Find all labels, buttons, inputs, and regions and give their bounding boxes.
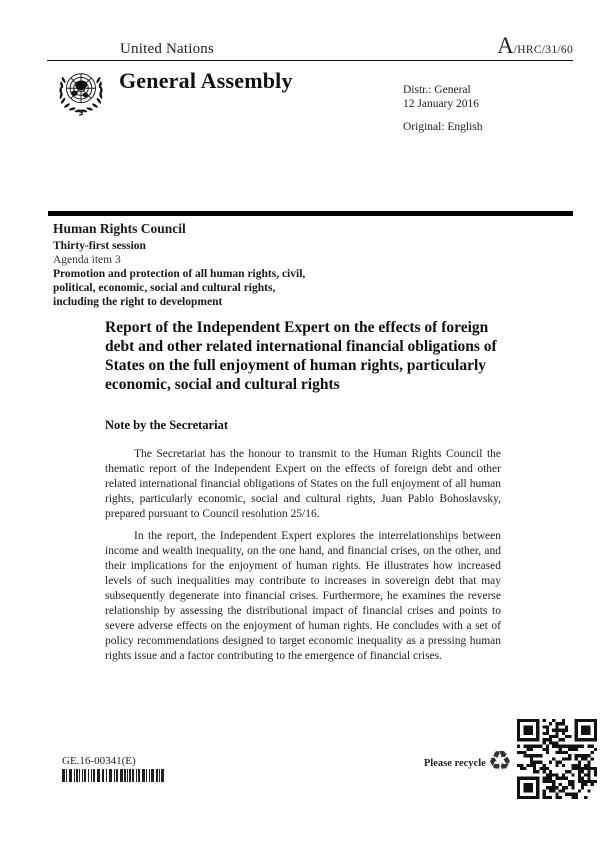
body-paragraph: In the report, the Independent Expert explores the interrelationships between income and wealth inequality, on the one hand, and financial crises, on the other, and their implications for the enjoyment of human rights. He illustrates how increased levels of such inequalities may contribute to increases in sovereign debt that may subsequently degenerate into financial crises. Furthermore, he examines the reverse relationship by assessing the distributional impact of financial crises and points to severe adverse effects on the enjoyment of human rights. He concludes with a set of policy recommendations designed to target economic inequality as a pressing human rights issue and a factor contributing to the emergence of financial crises. (105, 530, 501, 662)
recycle-label: Please recycle (423, 757, 486, 769)
distr-line: Distr.: General (403, 84, 471, 96)
recycle-notice (424, 748, 512, 778)
session-block (53, 222, 373, 309)
masthead-divider (48, 211, 573, 216)
session-number: Thirty-first session (53, 240, 146, 252)
report-title: Report of the Independent Expert on the effects of foreign debt and other related international financial obligations of States on the full enjoyment of human rights, particularly economic, social and cultural rights (105, 319, 497, 393)
header-divider (47, 60, 573, 61)
document-symbol-number: /HRC/31/60 (513, 44, 573, 56)
body-paragraph: The Secretariat has the honour to transmit to the Human Rights Council the thematic report of the Independent Expert on the effects of foreign debt and other related international financial obligations of States on the full enjoyment of all human rights, particularly economic, social and cultural rights, Juan Pablo Bohoslavsky, prepared pursuant to Council resolution 25/16. (105, 448, 501, 520)
body-title: General Assembly (119, 68, 293, 93)
note-heading: Note by the Secretariat (105, 418, 228, 432)
qr-code (517, 719, 597, 799)
org-name: United Nations (120, 41, 215, 57)
date-line: 12 January 2016 (403, 98, 480, 110)
original-language-line: Original: English (403, 121, 483, 133)
document-symbol-series: A (497, 33, 514, 58)
un-emblem-icon (52, 66, 110, 122)
agenda-item: Agenda item 3 (53, 254, 121, 266)
main-content (105, 318, 501, 671)
agenda-title-line: Promotion and protection of all human rights, civil, (53, 268, 306, 280)
distribution-block (403, 83, 483, 134)
ge-number: GE.16-00341(E) (62, 755, 136, 767)
document-symbol (497, 34, 573, 58)
agenda-title-line: including the right to development (53, 296, 223, 308)
footer-left (62, 755, 168, 782)
agenda-title-line: political, economic, social and cultural rights, (53, 282, 276, 294)
barcode (62, 769, 168, 782)
council-name: Human Rights Council (53, 221, 186, 236)
recycle-icon: ♻ (487, 746, 512, 777)
